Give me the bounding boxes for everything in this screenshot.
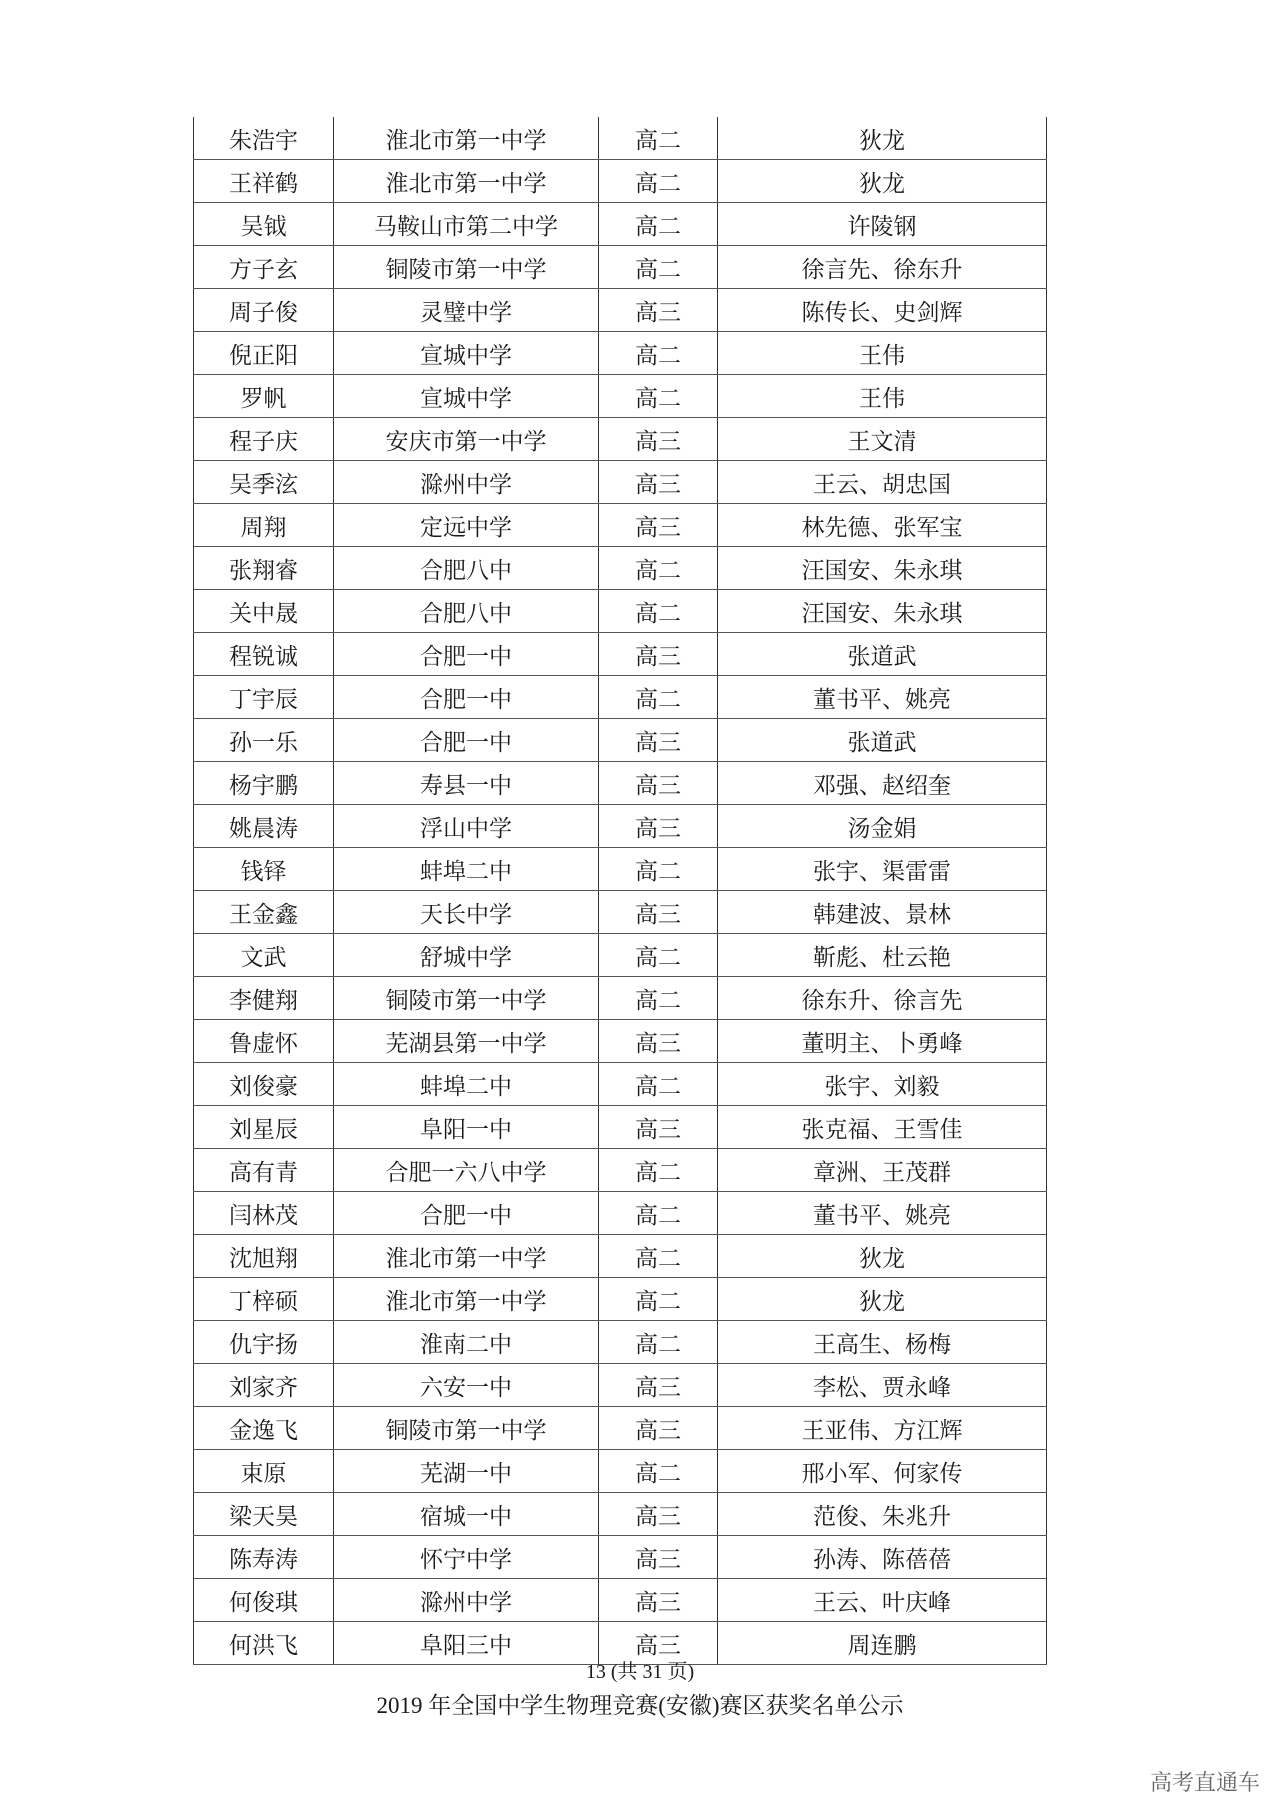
table-row: [194, 891, 1047, 934]
student-name-cell: 罗帆: [194, 375, 334, 418]
school-cell: 合肥一中: [334, 633, 599, 676]
teacher-cell: 董书平、姚亮: [718, 676, 1047, 719]
table-row: [194, 1020, 1047, 1063]
table-row: [194, 977, 1047, 1020]
table-row: [194, 590, 1047, 633]
teacher-cell: 周连鹏: [718, 1622, 1047, 1665]
teacher-cell: 李松、贾永峰: [718, 1364, 1047, 1407]
school-cell: 阜阳一中: [334, 1106, 599, 1149]
teacher-cell: 张道武: [718, 633, 1047, 676]
student-name-cell: 梁天昊: [194, 1493, 334, 1536]
grade-cell: 高二: [599, 246, 718, 289]
table-row: [194, 1278, 1047, 1321]
student-name-cell: 刘星辰: [194, 1106, 334, 1149]
student-name-cell: 王金鑫: [194, 891, 334, 934]
table-row: [194, 633, 1047, 676]
school-cell: 马鞍山市第二中学: [334, 203, 599, 246]
grade-cell: 高二: [599, 977, 718, 1020]
student-name-cell: 关中晟: [194, 590, 334, 633]
teacher-cell: 张宇、刘毅: [718, 1063, 1047, 1106]
teacher-cell: 张克福、王雪佳: [718, 1106, 1047, 1149]
table-row: [194, 246, 1047, 289]
teacher-cell: 董书平、姚亮: [718, 1192, 1047, 1235]
student-name-cell: 张翔睿: [194, 547, 334, 590]
teacher-cell: 汤金娟: [718, 805, 1047, 848]
grade-cell: 高二: [599, 1149, 718, 1192]
student-name-cell: 杨宇鹏: [194, 762, 334, 805]
teacher-cell: 徐言先、徐东升: [718, 246, 1047, 289]
teacher-cell: 王云、胡忠国: [718, 461, 1047, 504]
student-name-cell: 周子俊: [194, 289, 334, 332]
student-name-cell: 闫林茂: [194, 1192, 334, 1235]
teacher-cell: 许陵钢: [718, 203, 1047, 246]
school-cell: 浮山中学: [334, 805, 599, 848]
school-cell: 铜陵市第一中学: [334, 977, 599, 1020]
school-cell: 怀宁中学: [334, 1536, 599, 1579]
teacher-cell: 靳彪、杜云艳: [718, 934, 1047, 977]
table-row: [194, 1407, 1047, 1450]
teacher-cell: 狄龙: [718, 1278, 1047, 1321]
grade-cell: 高三: [599, 1364, 718, 1407]
school-cell: 淮北市第一中学: [334, 1278, 599, 1321]
table-row: [194, 848, 1047, 891]
student-name-cell: 李健翔: [194, 977, 334, 1020]
school-cell: 芜湖县第一中学: [334, 1020, 599, 1063]
document-title: 2019 年全国中学生物理竞赛(安徽)赛区获奖名单公示: [376, 1693, 904, 1718]
table-row: [194, 332, 1047, 375]
student-name-cell: 倪正阳: [194, 332, 334, 375]
school-cell: 合肥一中: [334, 676, 599, 719]
watermark-text: 高考直通车: [1149, 1771, 1260, 1796]
table-row: [194, 203, 1047, 246]
grade-cell: 高三: [599, 1020, 718, 1063]
school-cell: 滁州中学: [334, 1579, 599, 1622]
teacher-cell: 王高生、杨梅: [718, 1321, 1047, 1364]
student-name-cell: 姚晨涛: [194, 805, 334, 848]
grade-cell: 高三: [599, 891, 718, 934]
teacher-cell: 韩建波、景林: [718, 891, 1047, 934]
table-row: [194, 1321, 1047, 1364]
grade-cell: 高三: [599, 762, 718, 805]
teacher-cell: 汪国安、朱永琪: [718, 590, 1047, 633]
school-cell: 淮北市第一中学: [334, 1235, 599, 1278]
table-row: [194, 1192, 1047, 1235]
grade-cell: 高二: [599, 1278, 718, 1321]
school-cell: 六安一中: [334, 1364, 599, 1407]
school-cell: 合肥一中: [334, 1192, 599, 1235]
teacher-cell: 张宇、渠雷雷: [718, 848, 1047, 891]
school-cell: 淮北市第一中学: [334, 117, 599, 160]
table-row: [194, 160, 1047, 203]
grade-cell: 高二: [599, 934, 718, 977]
award-list-table: [193, 117, 1047, 1665]
school-cell: 合肥八中: [334, 590, 599, 633]
grade-cell: 高二: [599, 160, 718, 203]
grade-cell: 高二: [599, 590, 718, 633]
school-cell: 安庆市第一中学: [334, 418, 599, 461]
grade-cell: 高二: [599, 1450, 718, 1493]
school-cell: 灵璧中学: [334, 289, 599, 332]
table-row: [194, 676, 1047, 719]
school-cell: 淮南二中: [334, 1321, 599, 1364]
student-name-cell: 周翔: [194, 504, 334, 547]
school-cell: 蚌埠二中: [334, 848, 599, 891]
table-row: [194, 1364, 1047, 1407]
teacher-cell: 张道武: [718, 719, 1047, 762]
grade-cell: 高三: [599, 418, 718, 461]
teacher-cell: 狄龙: [718, 1235, 1047, 1278]
student-name-cell: 何洪飞: [194, 1622, 334, 1665]
student-name-cell: 鲁虚怀: [194, 1020, 334, 1063]
grade-cell: 高三: [599, 1106, 718, 1149]
grade-cell: 高三: [599, 1493, 718, 1536]
teacher-cell: 董明主、卜勇峰: [718, 1020, 1047, 1063]
school-cell: 滁州中学: [334, 461, 599, 504]
teacher-cell: 王伟: [718, 375, 1047, 418]
grade-cell: 高二: [599, 203, 718, 246]
page-number: 13 (共 31 页): [585, 1661, 695, 1683]
school-cell: 淮北市第一中学: [334, 160, 599, 203]
grade-cell: 高三: [599, 719, 718, 762]
teacher-cell: 邓强、赵绍奎: [718, 762, 1047, 805]
table-row: [194, 117, 1047, 160]
student-name-cell: 方子玄: [194, 246, 334, 289]
school-cell: 阜阳三中: [334, 1622, 599, 1665]
school-cell: 舒城中学: [334, 934, 599, 977]
teacher-cell: 徐东升、徐言先: [718, 977, 1047, 1020]
table-row: [194, 1579, 1047, 1622]
student-name-cell: 程子庆: [194, 418, 334, 461]
grade-cell: 高二: [599, 117, 718, 160]
student-name-cell: 程锐诚: [194, 633, 334, 676]
student-name-cell: 吴钺: [194, 203, 334, 246]
grade-cell: 高二: [599, 848, 718, 891]
student-name-cell: 束原: [194, 1450, 334, 1493]
grade-cell: 高二: [599, 1321, 718, 1364]
school-cell: 宿城一中: [334, 1493, 599, 1536]
grade-cell: 高三: [599, 1579, 718, 1622]
grade-cell: 高二: [599, 375, 718, 418]
table-row: [194, 418, 1047, 461]
student-name-cell: 刘家齐: [194, 1364, 334, 1407]
student-name-cell: 丁宇辰: [194, 676, 334, 719]
table-row: [194, 504, 1047, 547]
student-name-cell: 刘俊豪: [194, 1063, 334, 1106]
school-cell: 合肥八中: [334, 547, 599, 590]
grade-cell: 高三: [599, 461, 718, 504]
grade-cell: 高二: [599, 332, 718, 375]
table-row: [194, 375, 1047, 418]
school-cell: 宣城中学: [334, 332, 599, 375]
table-row: [194, 547, 1047, 590]
teacher-cell: 狄龙: [718, 117, 1047, 160]
table-row: [194, 1106, 1047, 1149]
table-row: [194, 1235, 1047, 1278]
teacher-cell: 王文清: [718, 418, 1047, 461]
table-row: [194, 1493, 1047, 1536]
student-name-cell: 陈寿涛: [194, 1536, 334, 1579]
school-cell: 铜陵市第一中学: [334, 1407, 599, 1450]
student-name-cell: 高有青: [194, 1149, 334, 1192]
teacher-cell: 邢小军、何家传: [718, 1450, 1047, 1493]
grade-cell: 高二: [599, 1063, 718, 1106]
table-row: [194, 934, 1047, 977]
grade-cell: 高三: [599, 1407, 718, 1450]
table-row: [194, 461, 1047, 504]
teacher-cell: 范俊、朱兆升: [718, 1493, 1047, 1536]
student-name-cell: 吴季泫: [194, 461, 334, 504]
student-name-cell: 孙一乐: [194, 719, 334, 762]
table-row: [194, 762, 1047, 805]
teacher-cell: 章洲、王茂群: [718, 1149, 1047, 1192]
school-cell: 宣城中学: [334, 375, 599, 418]
school-cell: 合肥一中: [334, 719, 599, 762]
table-row: [194, 1149, 1047, 1192]
award-list-body: [194, 117, 1047, 1665]
grade-cell: 高三: [599, 1622, 718, 1665]
school-cell: 寿县一中: [334, 762, 599, 805]
student-name-cell: 沈旭翔: [194, 1235, 334, 1278]
table-row: [194, 719, 1047, 762]
school-cell: 定远中学: [334, 504, 599, 547]
school-cell: 蚌埠二中: [334, 1063, 599, 1106]
teacher-cell: 王云、叶庆峰: [718, 1579, 1047, 1622]
student-name-cell: 何俊琪: [194, 1579, 334, 1622]
teacher-cell: 林先德、张军宝: [718, 504, 1047, 547]
school-cell: 铜陵市第一中学: [334, 246, 599, 289]
grade-cell: 高三: [599, 633, 718, 676]
student-name-cell: 丁梓硕: [194, 1278, 334, 1321]
teacher-cell: 王亚伟、方江辉: [718, 1407, 1047, 1450]
teacher-cell: 陈传长、史剑辉: [718, 289, 1047, 332]
grade-cell: 高三: [599, 805, 718, 848]
teacher-cell: 孙涛、陈蓓蓓: [718, 1536, 1047, 1579]
table-row: [194, 289, 1047, 332]
grade-cell: 高三: [599, 1536, 718, 1579]
student-name-cell: 金逸飞: [194, 1407, 334, 1450]
school-cell: 合肥一六八中学: [334, 1149, 599, 1192]
teacher-cell: 王伟: [718, 332, 1047, 375]
student-name-cell: 钱铎: [194, 848, 334, 891]
grade-cell: 高三: [599, 504, 718, 547]
grade-cell: 高二: [599, 547, 718, 590]
table-row: [194, 805, 1047, 848]
teacher-cell: 汪国安、朱永琪: [718, 547, 1047, 590]
student-name-cell: 王祥鹤: [194, 160, 334, 203]
student-name-cell: 仇宇扬: [194, 1321, 334, 1364]
table-row: [194, 1063, 1047, 1106]
school-cell: 天长中学: [334, 891, 599, 934]
grade-cell: 高二: [599, 1192, 718, 1235]
grade-cell: 高二: [599, 676, 718, 719]
student-name-cell: 文武: [194, 934, 334, 977]
table-row: [194, 1450, 1047, 1493]
grade-cell: 高三: [599, 289, 718, 332]
school-cell: 芜湖一中: [334, 1450, 599, 1493]
teacher-cell: 狄龙: [718, 160, 1047, 203]
table-row: [194, 1536, 1047, 1579]
grade-cell: 高二: [599, 1235, 718, 1278]
student-name-cell: 朱浩宇: [194, 117, 334, 160]
